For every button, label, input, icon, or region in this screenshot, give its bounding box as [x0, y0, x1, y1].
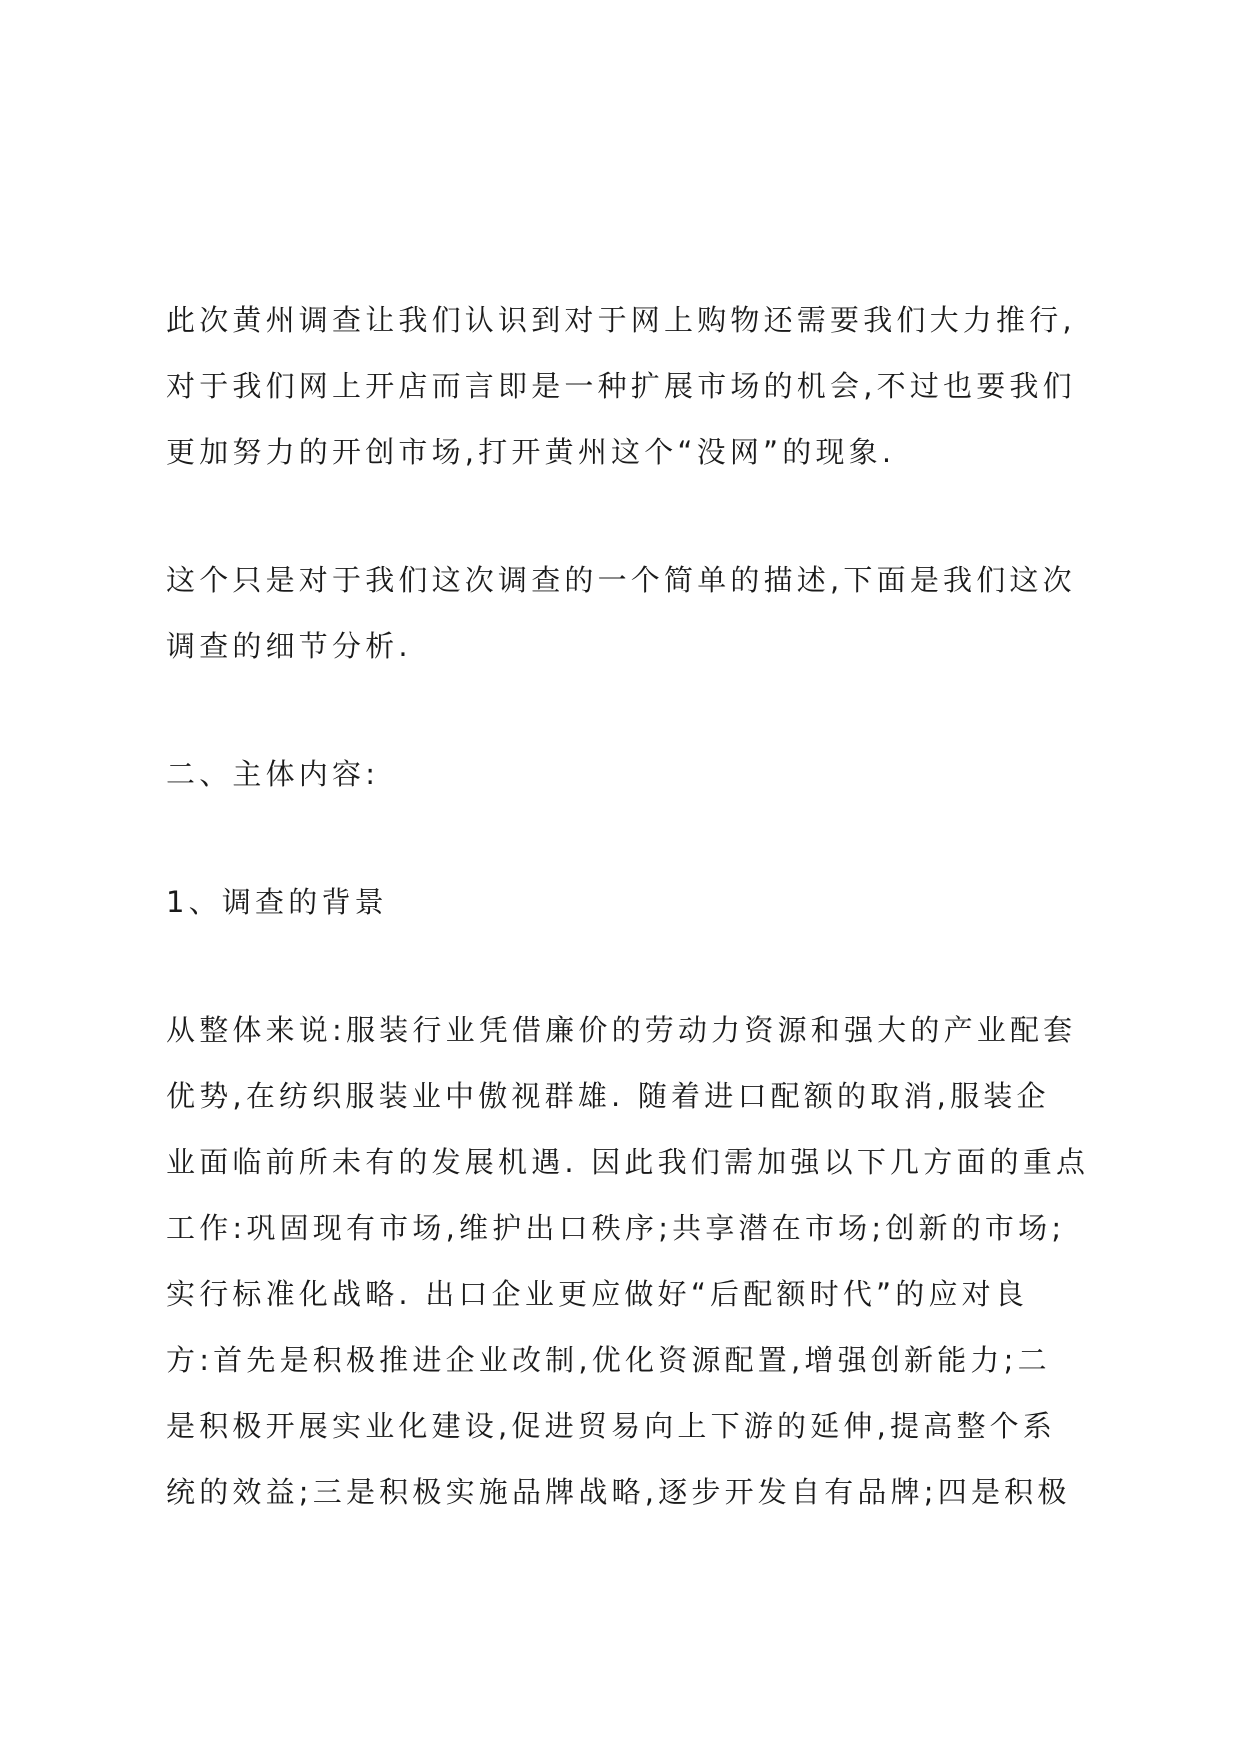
- document-body: [166, 287, 1096, 1525]
- text-line: 实行标准化战略. 出口企业更应做好“后配额时代”的应对良: [166, 1277, 1029, 1311]
- text-line: 统的效益;三是积极实施品牌战略,逐步开发自有品牌;四是积极: [166, 1475, 1071, 1509]
- text-line: 从整体来说:服装行业凭借廉价的劳动力资源和强大的产业配套: [166, 1013, 1077, 1047]
- subsection-heading: [166, 869, 1096, 935]
- heading-line: 二、主体内容:: [166, 757, 380, 791]
- text-line: 是积极开展实业化建设,促进贸易向上下游的延伸,提高整个系: [166, 1409, 1057, 1443]
- heading-line: 1、调查的背景: [166, 885, 388, 919]
- paragraph-background: [166, 997, 1096, 1525]
- paragraph-intro: [166, 547, 1096, 679]
- text-line: 工作:巩固现有市场,维护出口秩序;共享潜在市场;创新的市场;: [166, 1211, 1066, 1245]
- text-line: 业面临前所未有的发展机遇. 因此我们需加强以下几方面的重点: [166, 1145, 1090, 1179]
- text-line: 对于我们网上开店而言即是一种扩展市场的机会,不过也要我们: [166, 369, 1076, 403]
- text-line: 这个只是对于我们这次调查的一个简单的描述,下面是我们这次: [166, 563, 1076, 597]
- section-heading: [166, 741, 1096, 807]
- paragraph-conclusion: [166, 287, 1096, 485]
- text-line: 优势,在纺织服装业中傲视群雄. 随着进口配额的取消,服装企: [166, 1079, 1050, 1113]
- text-line: 调查的细节分析.: [166, 629, 412, 663]
- text-line: 此次黄州调查让我们认识到对于网上购物还需要我们大力推行,: [166, 303, 1076, 337]
- text-line: 方:首先是积极推进企业改制,优化资源配置,增强创新能力;二: [166, 1343, 1051, 1377]
- text-line: 更加努力的开创市场,打开黄州这个“没网”的现象.: [166, 435, 896, 469]
